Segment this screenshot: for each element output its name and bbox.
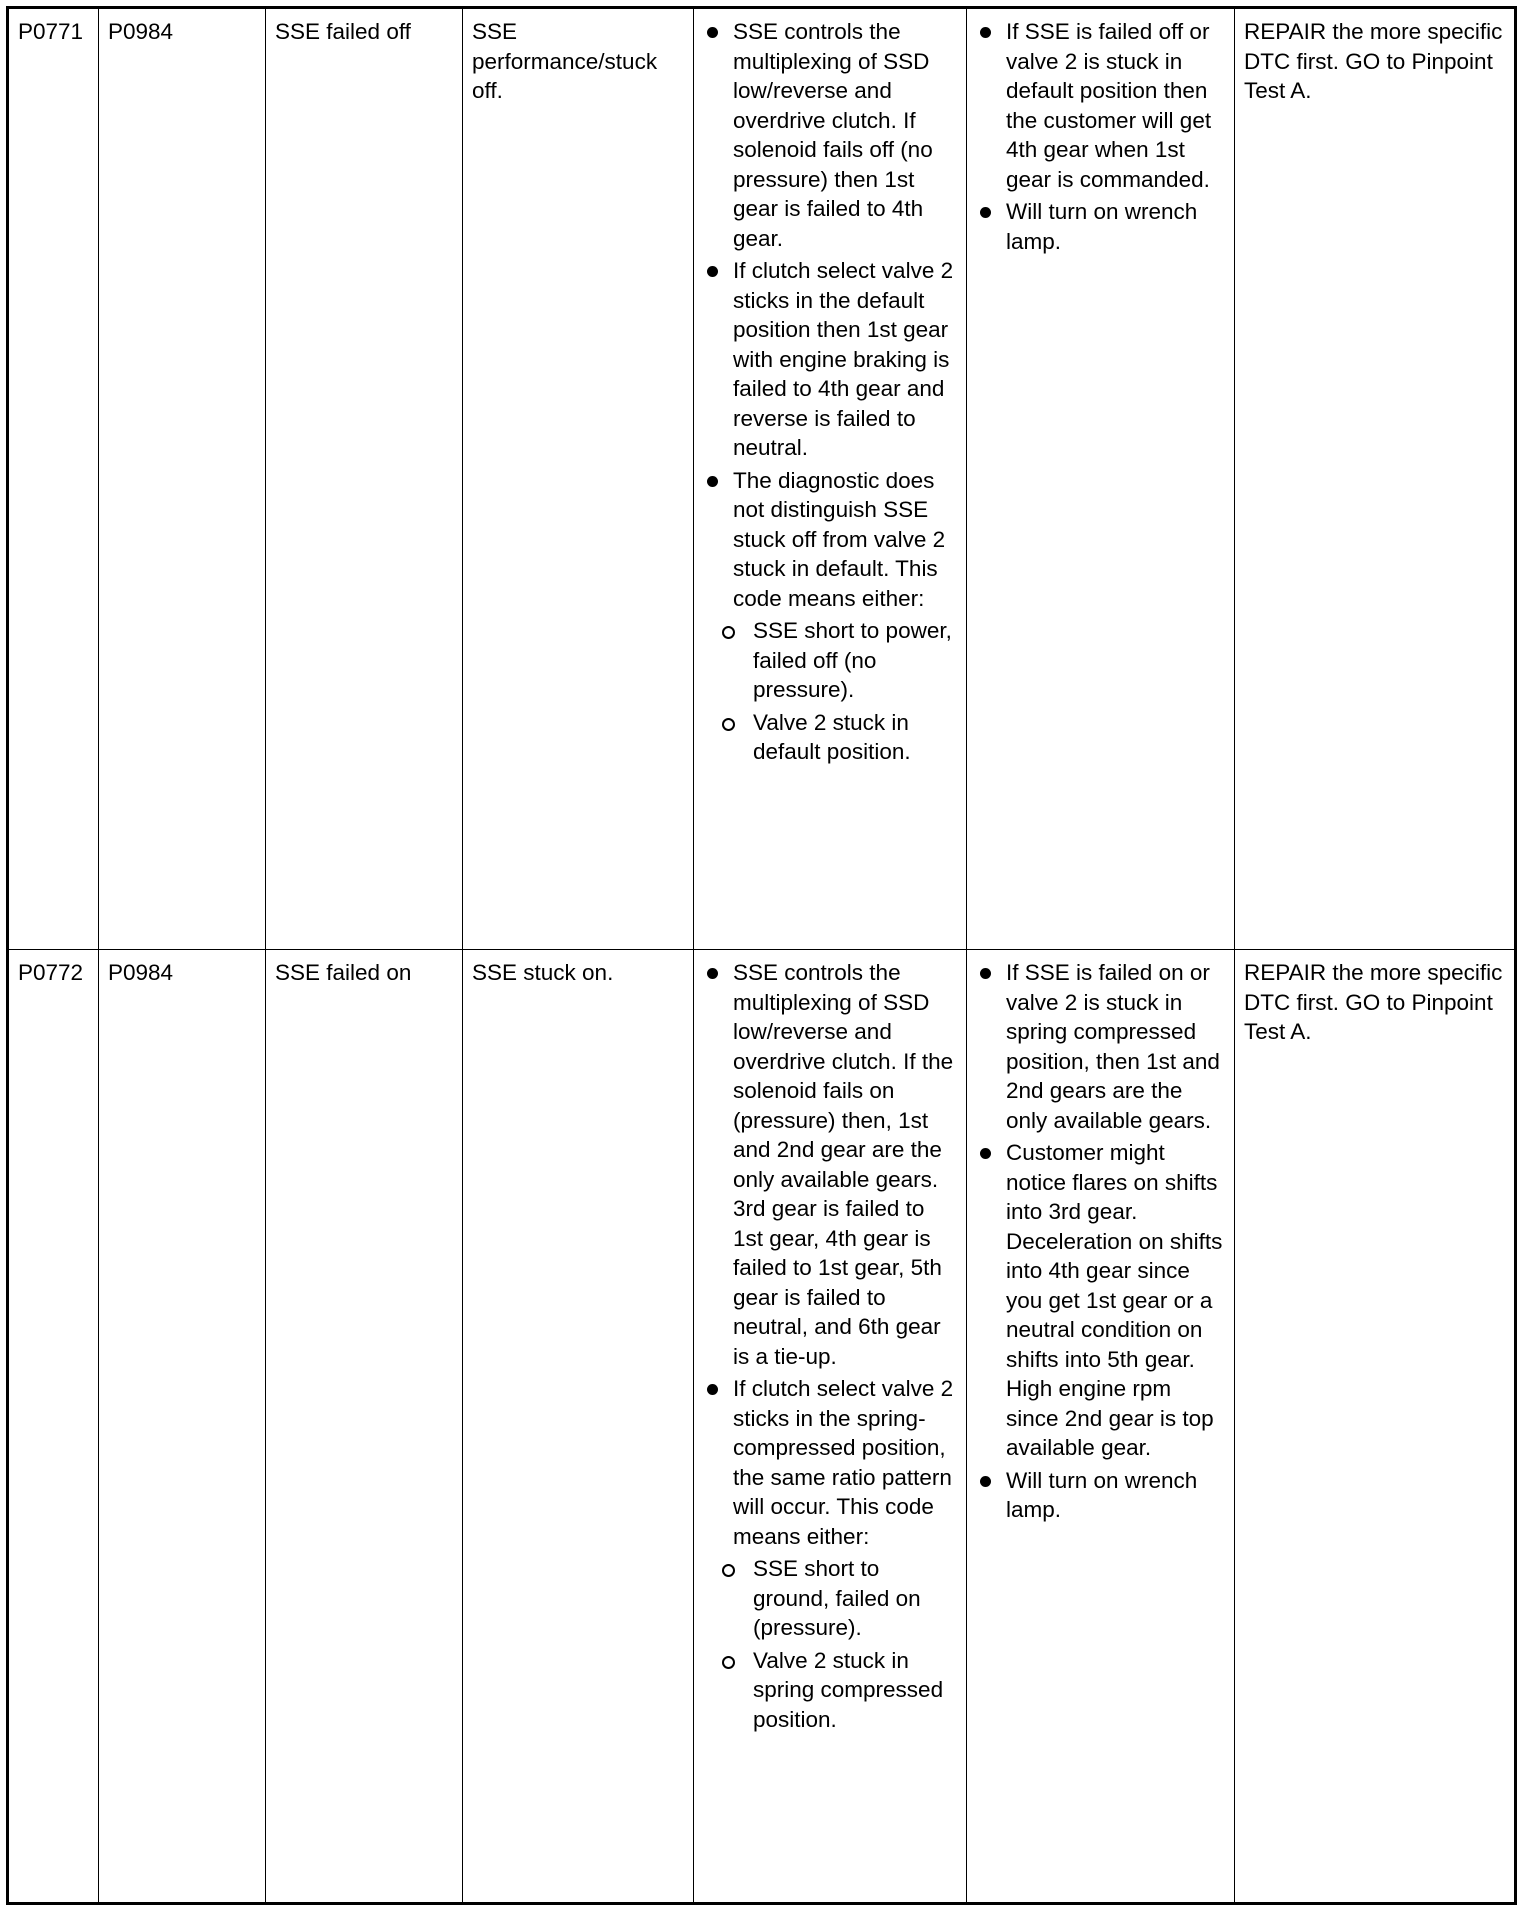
symptoms-cell	[967, 8, 1235, 950]
sub-list-item: SSE short to power, failed off (no pressure).	[703, 616, 958, 705]
table-row-p0771	[8, 8, 1516, 950]
list-item: Will turn on wrench lamp.	[976, 1466, 1226, 1525]
dtc-table	[6, 6, 1517, 1905]
bullet-icon	[707, 968, 718, 979]
sub-details-list	[703, 1554, 958, 1734]
list-item: Customer might notice flares on shifts into 3rd gear. Deceleration on shifts into 4th gear since you get 1st gear or a neutral condition on shifts into 5th gear. High engine rpm since 2nd gear is top available gear.	[976, 1138, 1226, 1463]
details-list	[703, 958, 958, 1551]
bullet-icon	[707, 266, 718, 277]
hollow-bullet-icon	[722, 1564, 735, 1577]
symptoms-list	[976, 958, 1226, 1525]
related-dtc-cell: P0984	[99, 950, 266, 1904]
bullet-icon	[980, 1476, 991, 1487]
action-cell: REPAIR the more specific DTC first. GO to Pinpoint Test A.	[1235, 8, 1516, 950]
dtc-code-cell: P0772	[8, 950, 99, 1904]
sub-list-item: Valve 2 stuck in spring compressed position.	[703, 1646, 958, 1735]
list-item: If clutch select valve 2 sticks in the spring-compressed position, the same ratio pattern will occur. This code means either:	[703, 1374, 958, 1551]
bullet-icon	[707, 1384, 718, 1395]
list-item: Will turn on wrench lamp.	[976, 197, 1226, 256]
list-item: SSE controls the multiplexing of SSD low/reverse and overdrive clutch. If solenoid fails off (no pressure) then 1st gear is failed to 4th gear.	[703, 17, 958, 253]
hollow-bullet-icon	[722, 1656, 735, 1669]
details-list	[703, 17, 958, 613]
list-item: The diagnostic does not distinguish SSE stuck off from valve 2 stuck in default. This code means either:	[703, 466, 958, 614]
description-cell: SSE failed on	[266, 950, 463, 1904]
bullet-icon	[980, 1148, 991, 1159]
list-item: If SSE is failed on or valve 2 is stuck in spring compressed position, then 1st and 2nd gears are the only available gears.	[976, 958, 1226, 1135]
dtc-code-cell: P0771	[8, 8, 99, 950]
list-item: SSE controls the multiplexing of SSD low/reverse and overdrive clutch. If the solenoid fails on (pressure) then, 1st and 2nd gear are the only available gears. 3rd gear is failed to 1st gear, 4th gear is failed to 1st gear, 5th gear is failed to neutral, and 6th gear is a tie-up.	[703, 958, 958, 1371]
symptoms-cell	[967, 950, 1235, 1904]
table-row-p0772	[8, 950, 1516, 1904]
bullet-icon	[707, 27, 718, 38]
details-cell	[694, 950, 967, 1904]
bullet-icon	[707, 476, 718, 487]
action-cell: REPAIR the more specific DTC first. GO to Pinpoint Test A.	[1235, 950, 1516, 1904]
sub-list-item: Valve 2 stuck in default position.	[703, 708, 958, 767]
description-cell: SSE failed off	[266, 8, 463, 950]
condition-cell: SSE performance/stuck off.	[463, 8, 694, 950]
symptoms-list	[976, 17, 1226, 256]
hollow-bullet-icon	[722, 718, 735, 731]
bullet-icon	[980, 968, 991, 979]
bullet-icon	[980, 207, 991, 218]
sub-list-item: SSE short to ground, failed on (pressure).	[703, 1554, 958, 1643]
list-item: If SSE is failed off or valve 2 is stuck in default position then the customer will get 4th gear when 1st gear is commanded.	[976, 17, 1226, 194]
condition-cell: SSE stuck on.	[463, 950, 694, 1904]
sub-details-list	[703, 616, 958, 767]
related-dtc-cell: P0984	[99, 8, 266, 950]
hollow-bullet-icon	[722, 626, 735, 639]
details-cell	[694, 8, 967, 950]
list-item: If clutch select valve 2 sticks in the default position then 1st gear with engine braking is failed to 4th gear and reverse is failed to neutral.	[703, 256, 958, 463]
bullet-icon	[980, 27, 991, 38]
